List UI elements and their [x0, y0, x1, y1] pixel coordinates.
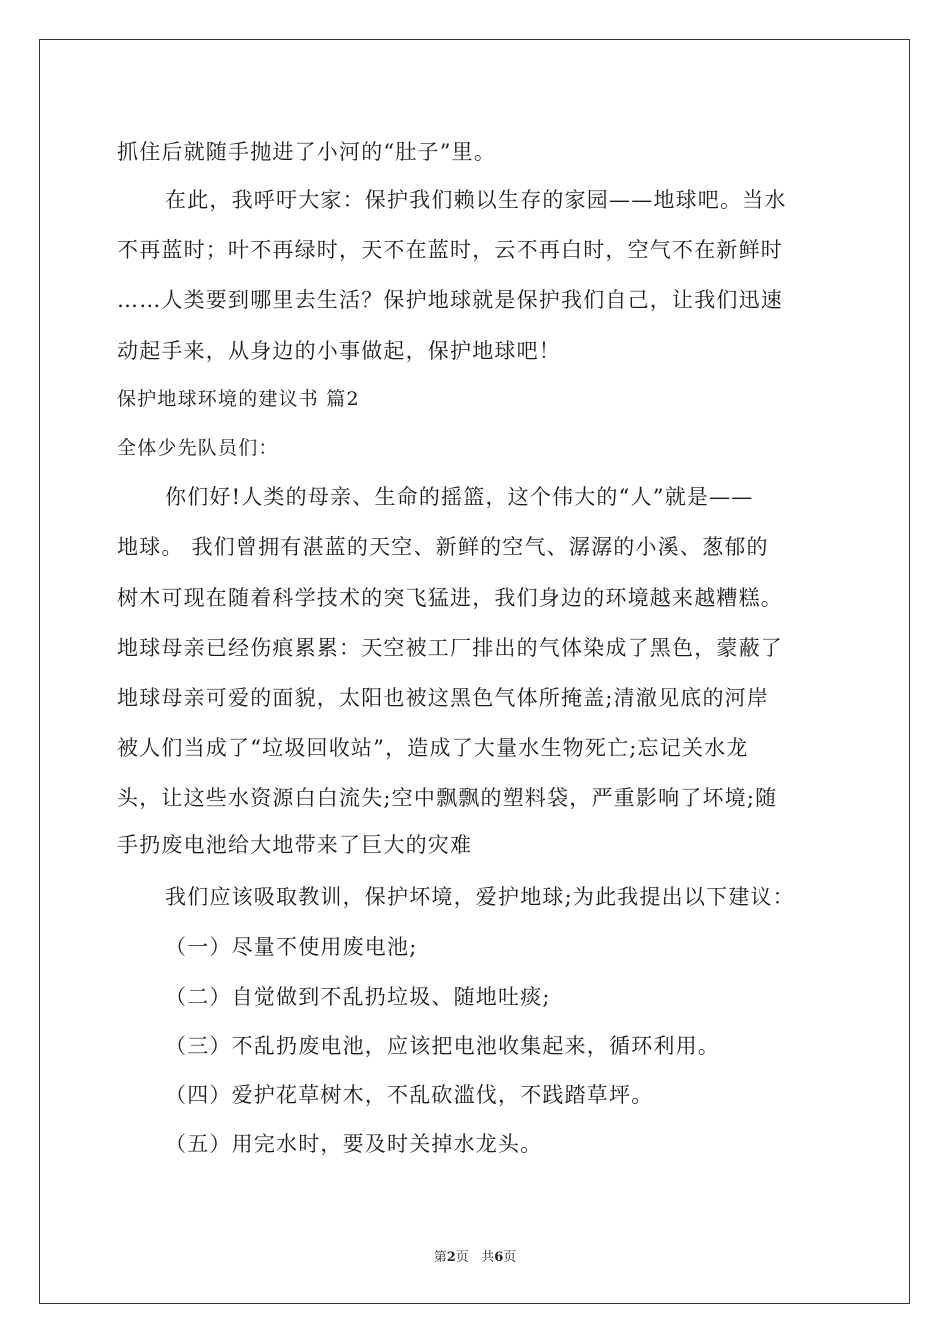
paragraph-line: ……人类要到哪里去生活？保护地球就是保护我们自己，让我们迅速 [117, 288, 783, 312]
paragraph-line: 抓住后就随手抛进了小河的“肚子”里。 [117, 140, 497, 164]
footer-page-number: 2 [446, 1250, 456, 1265]
paragraph-line: 在此，我呼吁大家：保护我们赖以生存的家园——地球吧。当水 [165, 188, 787, 212]
page-footer [0, 1246, 950, 1265]
paragraph-line: 被人们当成了“垃圾回收站”，造成了大量水生物死亡;忘记关水龙 [117, 736, 749, 760]
section-heading: 保护地球环境的建议书 篇2 [117, 388, 360, 410]
footer-total-pages: 6 [494, 1250, 504, 1265]
paragraph-line: 地球母亲已经伤痕累累：天空被工厂排出的气体染成了黑色，蒙蔽了 [117, 636, 783, 660]
list-item: （一）尽量不使用废电池; [165, 935, 418, 959]
page-border [39, 39, 910, 1304]
paragraph-line: 手扔废电池给大地带来了巨大的灾难 [117, 833, 473, 857]
footer-suffix: 页 [503, 1250, 517, 1265]
paragraph-line: 不再蓝时；叶不再绿时，天不在蓝时，云不再白时，空气不在新鲜时 [117, 238, 783, 262]
list-item: （二）自觉做到不乱扔垃圾、随地吐痰; [165, 985, 551, 1009]
paragraph-line: 你们好!人类的母亲、生命的摇篮，这个伟大的“人”就是—— [165, 485, 754, 509]
paragraph-line: 地球。 我们曾拥有湛蓝的天空、新鲜的空气、潺潺的小溪、葱郁的 [117, 535, 769, 559]
salutation: 全体少先队员们： [117, 437, 279, 459]
list-item: （四）爱护花草树木，不乱砍滥伐，不践踏草坪。 [165, 1083, 654, 1107]
paragraph-line: 我们应该吸取教训，保护坏境，爱护地球;为此我提出以下建议： [165, 885, 795, 909]
paragraph-line: 动起手来，从身边的小事做起，保护地球吧！ [117, 339, 561, 363]
footer-prefix: 第 [433, 1250, 447, 1265]
list-item: （五）用完水时，要及时关掉水龙头。 [165, 1132, 543, 1156]
paragraph-line: 树木可现在随着科学技术的突飞猛进，我们身边的环境越来越糟糕。 [117, 586, 783, 610]
footer-mid: 页 共 [455, 1250, 495, 1265]
list-item: （三）不乱扔废电池，应该把电池收集起来，循环利用。 [165, 1034, 720, 1058]
paragraph-line: 头，让这些水资源白白流失;空中飘飘的塑料袋，严重影响了坏境;随 [117, 786, 778, 810]
paragraph-line: 地球母亲可爱的面貌，太阳也被这黑色气体所掩盖;清澈见底的河岸 [117, 686, 770, 710]
